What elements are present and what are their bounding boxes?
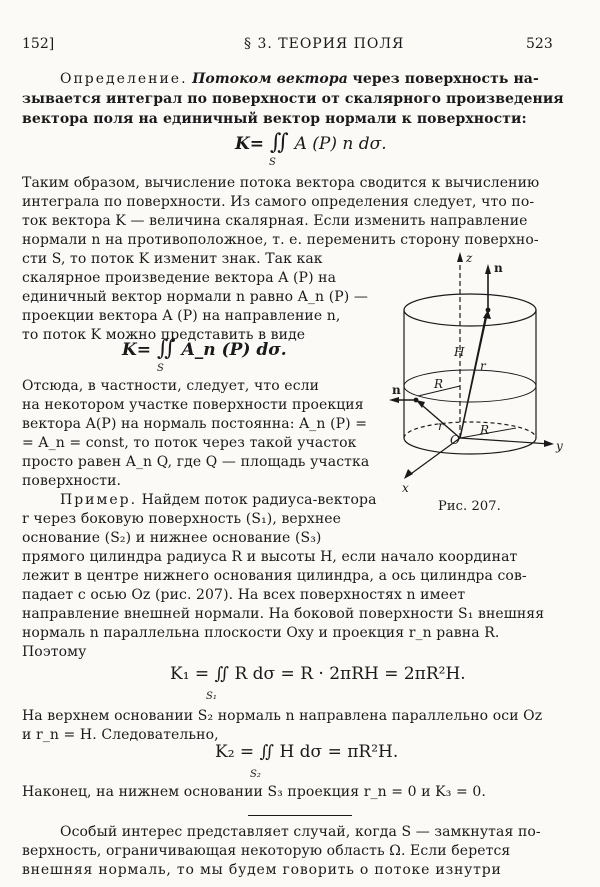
formula-flux-integrand: A (P) n dσ. (294, 134, 387, 154)
formula2-domain: S (157, 363, 164, 374)
formula2-integrand: A_n (P) dσ. (181, 340, 287, 360)
para1-line-5: сти S, то поток K изменит знак. Так как (22, 251, 323, 267)
example-first-rest: Найдем поток радиуса-вектора (141, 492, 377, 508)
para2-line-5: просто равен A_n Q, где Q — площадь участка (22, 454, 370, 470)
point-side (414, 398, 419, 403)
label-O: O (450, 433, 460, 447)
example-line-full-6: Поэтому (22, 644, 87, 660)
para1-narrow-line-4: то поток K можно представить в виде (22, 327, 306, 343)
section-title: § 3. ТЕОРИЯ ПОЛЯ (244, 36, 405, 52)
definition-term: Потоком вектора (192, 71, 348, 87)
y-arrow (544, 440, 554, 447)
label-H: H (454, 345, 465, 359)
n-side-arrow (389, 397, 399, 403)
example-lead: Пример. (60, 492, 138, 508)
label-n-side: n (392, 383, 401, 397)
page-number-right: 523 (526, 36, 553, 52)
label-y: y (556, 439, 563, 453)
vector-r-upper (460, 310, 488, 438)
definition-lead: Определение. (60, 71, 188, 87)
para2-line-1: Отсюда, в частности, следует, что если (22, 378, 320, 394)
label-R-mid: R (434, 377, 444, 391)
formula-flux-projection (122, 336, 287, 361)
n-top-arrow (485, 264, 491, 274)
para2-line-2: на некотором участке поверхности проекция (22, 397, 364, 413)
x-arrow (404, 469, 413, 479)
example-line-full-3: падает с осью Oz (рис. 207). На всех поверхностях n имеет (22, 587, 466, 603)
definition-line-3: вектора поля на единичный вектор нормали к поверхности: (22, 111, 527, 127)
point-top (486, 308, 491, 313)
example-line-full-5: нормаль n параллельна плоскости Oxy и проекция r_n равна R. (22, 625, 500, 641)
formula-flux-lhs: K (235, 134, 250, 154)
formula-flux-domain: S (269, 157, 276, 168)
para5-line-2: верхность, ограничивающая некоторую область Ω. Если берется (22, 843, 511, 859)
example-line-full-4: направление внешней нормали. На боковой поверхности S₁ внешняя (22, 606, 545, 622)
para1-line-2: интеграла по поверхности. Из самого определения следует, что по- (22, 194, 535, 210)
cylinder-bottom-back (404, 422, 536, 438)
page-number-left: 152] (22, 36, 55, 52)
para4-line: Наконец, на нижнем основании S₃ проекция r_n = 0 и K₃ = 0. (22, 784, 486, 800)
formula2-eq: = (136, 340, 152, 360)
para2-line-6: поверхности. (22, 473, 122, 489)
para1-narrow-line-1: скалярное произведение вектора A (P) на (22, 270, 337, 286)
para5-line-1: Особый интерес представляет случай, когда S — замкнутая по- (60, 824, 541, 840)
section-divider (248, 815, 352, 816)
formula-flux (235, 130, 387, 155)
para5-line-3: внешняя нормаль, то мы будем говорить о потоке изнутри (22, 862, 502, 878)
figure-cylinder (380, 248, 595, 498)
definition-line-1 (60, 71, 539, 87)
para3-line-1: На верхнем основании S₂ нормаль n направлена параллельно оси Oz (22, 708, 543, 724)
cylinder-bottom-front (404, 438, 536, 454)
para2-line-3: вектора A(P) на нормаль постоянна: A_n (P) = (22, 416, 368, 432)
formula-k2: K₂ = ∬ H dσ = πR²H. (215, 742, 399, 762)
z-arrow (457, 252, 463, 262)
definition-line1-rest: через поверхность на- (352, 71, 539, 87)
double-integral-sign: ∬ (269, 130, 289, 155)
label-x: x (402, 481, 409, 495)
figure-caption: Рис. 207. (438, 499, 501, 514)
formula-k1-domain: S₁ (206, 691, 217, 702)
label-r-lower: r (438, 419, 444, 433)
label-r-upper: r (480, 359, 486, 373)
para1-line-3: ток вектора K — величина скалярная. Если изменить направление (22, 213, 528, 229)
formula-flux-eq: = (249, 134, 265, 154)
label-z: z (466, 251, 473, 265)
cylinder-top-ellipse (404, 294, 536, 326)
para1-narrow-line-2: единичный вектор нормали n равно A_n (P) — (22, 289, 368, 305)
double-integral-sign-2: ∬ (156, 336, 176, 361)
label-n-top: n (494, 261, 503, 275)
para1-line-1: Таким образом, вычисление потока вектора сводится к вычислению (22, 175, 540, 191)
para2-line-4: = A_n = const, то поток через такой участок (22, 435, 357, 451)
example-narrow-line-1: r через боковую поверхность (S₁), верхнее (22, 511, 342, 527)
definition-line-2: зывается интеграл по поверхности от скалярного произведения (22, 91, 564, 107)
example-narrow-line-2: основание (S₂) и нижнее основание (S₃) (22, 530, 322, 546)
formula-k1: K₁ = ∬ R dσ = R · 2πRH = 2πR²H. (170, 664, 466, 684)
para1-line-4: нормали n на противоположное, т. е. переменить сторону поверхно- (22, 232, 539, 248)
formula-k2-domain: S₂ (250, 769, 261, 780)
cylinder-section-ellipse (404, 370, 536, 402)
para3-line-2: и r_n = H. Следовательно, (22, 727, 219, 743)
label-R-bottom: R (480, 423, 490, 437)
example-line-1 (60, 492, 377, 508)
para1-narrow-line-3: проекции вектора A (P) на направление n, (22, 308, 341, 324)
example-line-full-1: прямого цилиндра радиуса R и высоты H, если начало координат (22, 549, 518, 565)
example-line-full-2: лежит в центре нижнего основания цилиндра, а ось цилиндра сов- (22, 568, 527, 584)
formula2-lhs: K (122, 340, 137, 360)
